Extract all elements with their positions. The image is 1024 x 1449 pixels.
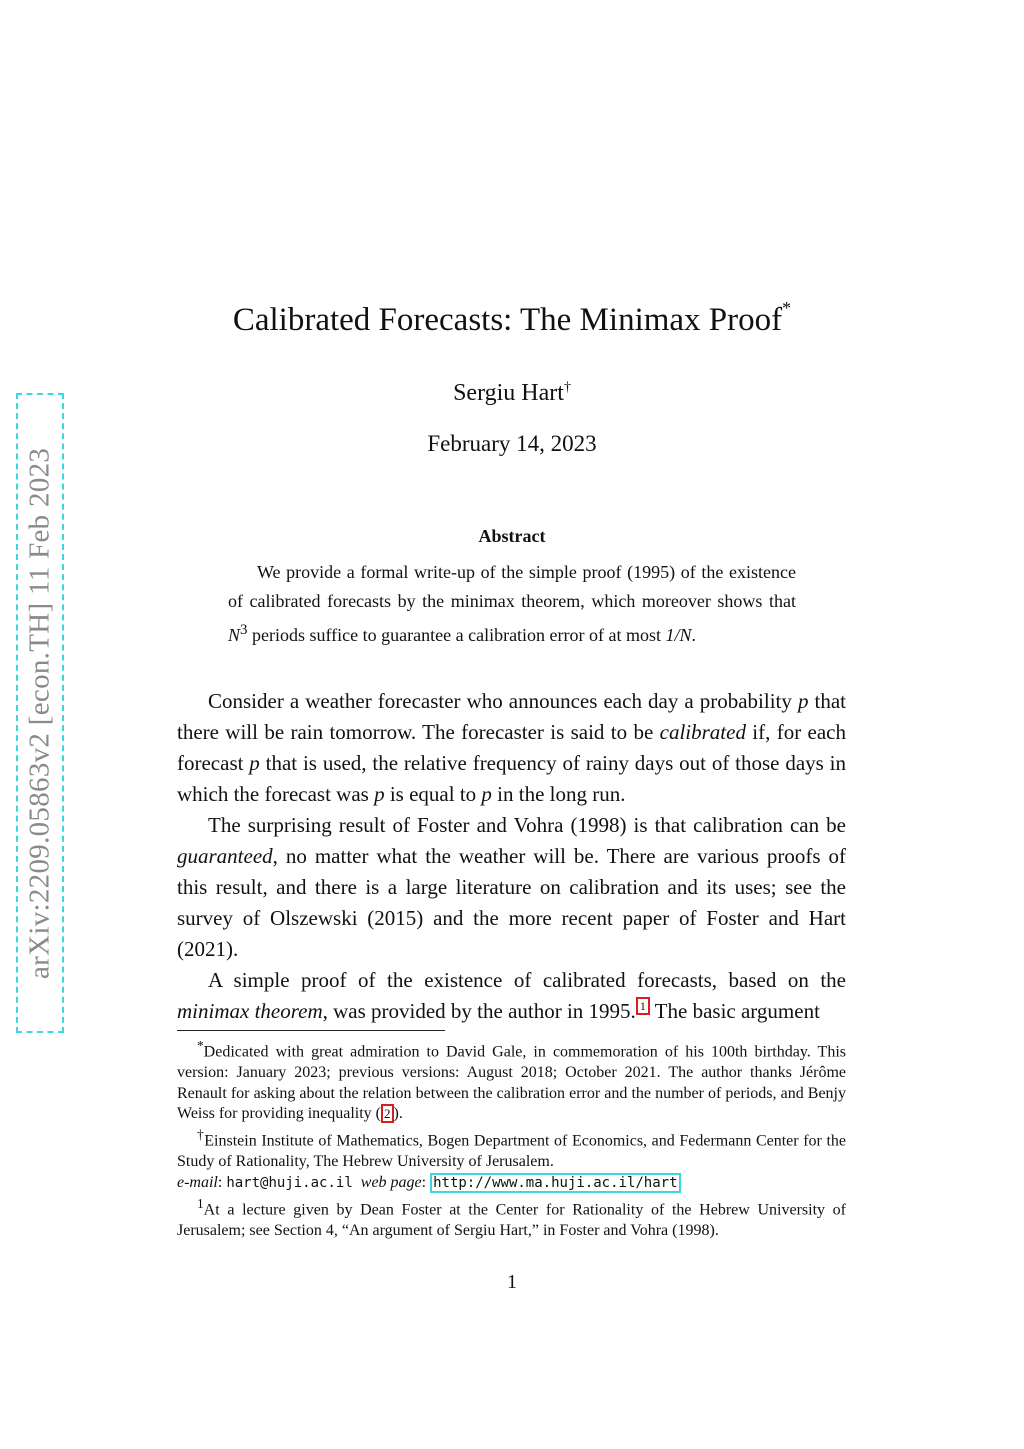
footnote-mark: † — [197, 1127, 205, 1143]
abstract-math-exponent: 3 — [240, 622, 248, 638]
footnote-mark: * — [197, 1038, 204, 1053]
body-text: , no matter what the weather will be. There are various proofs of this result, and there is a large literature on calibration and its uses; see the survey of Olszewski (2015) and the more recent paper of Foster and Hart (2021). — [177, 844, 846, 961]
web-page-link[interactable]: http://www.ma.huji.ac.il/hart — [430, 1173, 680, 1193]
body-text: Consider a weather forecaster who announces each day a probability — [208, 689, 798, 713]
web-page-label: web page — [360, 1173, 422, 1191]
page-number: 1 — [507, 1271, 517, 1293]
emphasis-minimax-theorem: minimax theorem — [177, 999, 323, 1023]
body-text: , was provided by the author in 1995. — [322, 999, 636, 1023]
paper-date: February 14, 2023 — [427, 431, 597, 456]
email-label: e-mail — [177, 1173, 218, 1191]
math-var-p: p — [374, 782, 385, 806]
arxiv-identifier-stamp[interactable]: arXiv:2209.05863v2 [econ.TH] 11 Feb 2023 — [16, 393, 64, 1033]
abstract-math-fraction: 1/N — [665, 625, 692, 645]
emphasis-guaranteed: guaranteed — [177, 844, 273, 868]
abstract-part-1: We provide a formal write-up of the simple proof (1995) of the existence of calibrated forecasts by the minimax theorem, which moreover shows that — [228, 562, 796, 611]
equation-ref-link[interactable]: 2 — [381, 1104, 394, 1123]
body-text: The basic argument — [649, 999, 820, 1023]
main-body — [177, 686, 846, 1027]
body-text: if, for each forecast — [177, 720, 847, 775]
footnote-1-link[interactable]: 1 — [636, 997, 650, 1015]
body-text: A simple proof of the existence of calibrated forecasts, based on the — [208, 968, 846, 992]
paper-title-text: Calibrated Forecasts: The Minimax Proof — [232, 302, 783, 338]
footnote-dedication — [177, 1036, 846, 1125]
abstract-text — [228, 558, 796, 650]
paper-author — [0, 380, 1024, 407]
math-var-p: p — [481, 782, 492, 806]
title-footnote-mark: * — [782, 298, 792, 318]
footnote-lecture — [177, 1194, 846, 1242]
paper-title — [0, 298, 1024, 339]
body-paragraph-2 — [177, 810, 846, 965]
body-text: is equal to — [384, 782, 482, 806]
author-footnote-mark: † — [563, 380, 571, 395]
emphasis-calibrated: calibrated — [659, 720, 746, 744]
footnote-mark: 1 — [197, 1195, 204, 1211]
footnote-text: Einstein Institute of Mathematics, Bogen Department of Economics, and Federmann Center for the Study of Rationality, The Hebrew University of Jerusalem. — [177, 1132, 846, 1171]
body-text: that is used, the relative frequency of rainy days out of those days in which the forecast was — [177, 751, 846, 806]
abstract-period: . — [691, 625, 697, 645]
footnote-text: ). — [393, 1105, 403, 1123]
author-name: Sergiu Hart — [453, 380, 564, 406]
math-var-p: p — [249, 751, 260, 775]
footnote-affiliation — [177, 1125, 846, 1173]
math-var-p: p — [797, 689, 809, 713]
footnote-text: Dedicated with great admiration to David Gale, in commemoration of his 100th birthday. This version: January 2023; previous versions: August 2018; October 2021. The author thanks Jérôme Renault for asking about the relation between the calibration error and the number of periods, and Benjy Weiss for providing inequality ( — [177, 1043, 846, 1123]
body-paragraph-3 — [177, 965, 846, 1027]
abstract-part-2: periods suffice to guarantee a calibration error of at most — [247, 625, 666, 645]
footnote-text: At a lecture given by Dean Foster at the Center for Rationality of the Hebrew University of Jerusalem; see Section 4, “An argument of Sergiu Hart,” in Foster and Vohra (1998). — [177, 1200, 846, 1239]
email-address: hart@huji.ac.il — [226, 1174, 353, 1191]
footnote-contact: e-mail: hart@huji.ac.il web page: http://www.ma.huji.ac.il/hart — [177, 1173, 846, 1194]
body-text: in the long run. — [491, 782, 626, 806]
body-text: that there will be rain tomorrow. The forecaster is said to be — [177, 689, 846, 744]
abstract-heading: Abstract — [478, 526, 546, 546]
body-paragraph-1 — [177, 686, 846, 810]
footnote-separator — [177, 1030, 445, 1031]
footnotes — [177, 1036, 846, 1241]
body-text: The surprising result of Foster and Vohra (1998) is that calibration can be — [208, 813, 846, 837]
abstract-math-N: N — [228, 625, 241, 645]
